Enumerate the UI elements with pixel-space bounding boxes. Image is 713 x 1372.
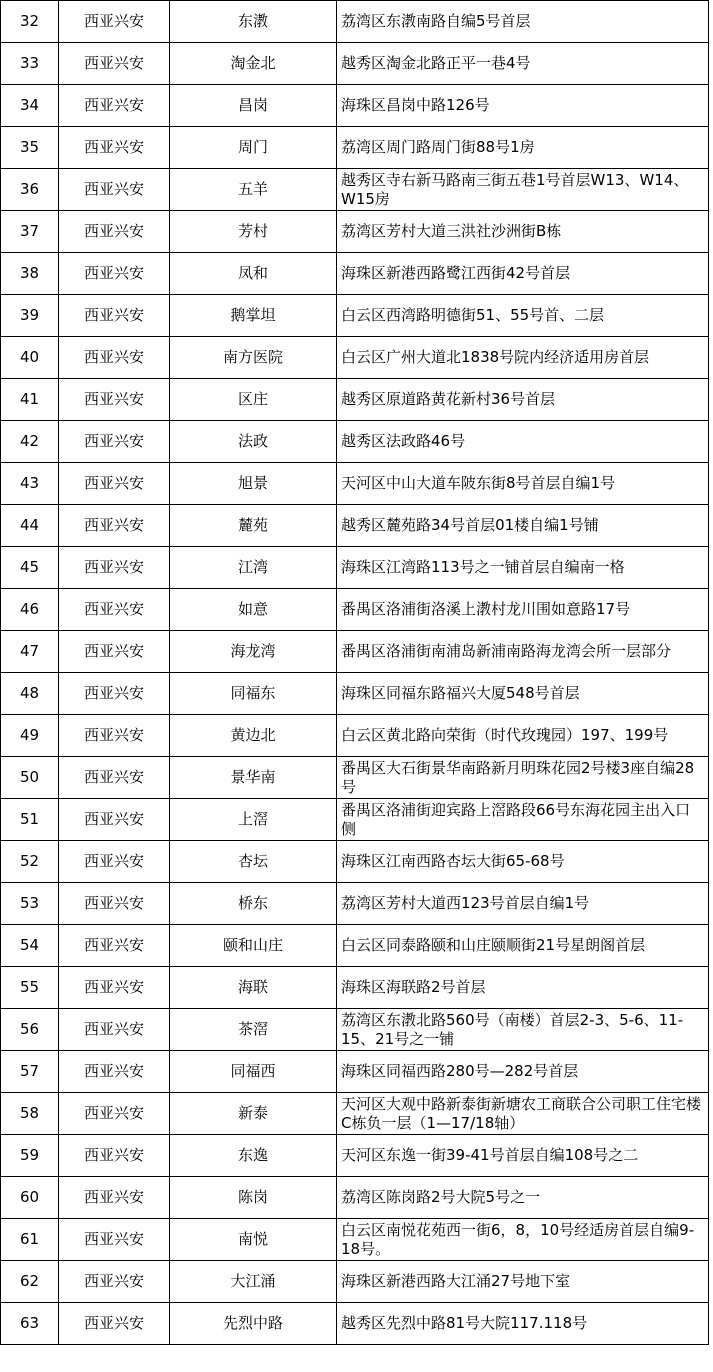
row-number-cell: 42	[1, 421, 59, 463]
store-name-cell: 淘金北	[170, 43, 337, 85]
table-row	[1, 967, 709, 1009]
table-row	[1, 883, 709, 925]
row-number-cell: 60	[1, 1177, 59, 1219]
table-row	[1, 589, 709, 631]
address-cell: 越秀区淘金北路正平一巷4号	[337, 43, 709, 85]
store-name-cell: 桥东	[170, 883, 337, 925]
store-name-cell: 新泰	[170, 1093, 337, 1135]
row-number-cell: 45	[1, 547, 59, 589]
row-number-cell: 58	[1, 1093, 59, 1135]
store-name-cell: 茶滘	[170, 1009, 337, 1051]
table-row	[1, 841, 709, 883]
store-name-cell: 凤和	[170, 253, 337, 295]
store-name-cell: 五羊	[170, 169, 337, 211]
address-cell: 越秀区法政路46号	[337, 421, 709, 463]
table-row	[1, 1177, 709, 1219]
address-cell: 白云区西湾路明德街51、55号首、二层	[337, 295, 709, 337]
row-number-cell: 47	[1, 631, 59, 673]
address-cell: 海珠区新港西路鹭江西街42号首层	[337, 253, 709, 295]
company-cell: 西亚兴安	[59, 1093, 170, 1135]
address-cell: 越秀区先烈中路81号大院117.118号	[337, 1303, 709, 1345]
store-name-cell: 鹅掌坦	[170, 295, 337, 337]
company-cell: 西亚兴安	[59, 43, 170, 85]
row-number-cell: 49	[1, 715, 59, 757]
store-name-cell: 黄边北	[170, 715, 337, 757]
store-name-cell: 同福西	[170, 1051, 337, 1093]
address-cell: 番禺区洛浦街迎宾路上滘路段66号东海花园主出入口侧	[337, 799, 709, 841]
store-name-cell: 昌岗	[170, 85, 337, 127]
table-row	[1, 463, 709, 505]
company-cell: 西亚兴安	[59, 253, 170, 295]
row-number-cell: 61	[1, 1219, 59, 1261]
address-cell: 海珠区江湾路113号之一铺首层自编南一格	[337, 547, 709, 589]
address-cell: 番禺区洛浦街洛溪上漖村龙川围如意路17号	[337, 589, 709, 631]
row-number-cell: 62	[1, 1261, 59, 1303]
row-number-cell: 36	[1, 169, 59, 211]
table-row	[1, 85, 709, 127]
store-name-cell: 海龙湾	[170, 631, 337, 673]
store-name-cell: 区庄	[170, 379, 337, 421]
address-cell: 海珠区同福西路280号—282号首层	[337, 1051, 709, 1093]
company-cell: 西亚兴安	[59, 1, 170, 43]
store-name-cell: 法政	[170, 421, 337, 463]
company-cell: 西亚兴安	[59, 883, 170, 925]
store-name-cell: 同福东	[170, 673, 337, 715]
store-name-cell: 周门	[170, 127, 337, 169]
company-cell: 西亚兴安	[59, 211, 170, 253]
row-number-cell: 57	[1, 1051, 59, 1093]
address-cell: 荔湾区陈岗路2号大院5号之一	[337, 1177, 709, 1219]
table-row	[1, 127, 709, 169]
table-row	[1, 295, 709, 337]
table-row	[1, 379, 709, 421]
company-cell: 西亚兴安	[59, 463, 170, 505]
address-cell: 海珠区昌岗中路126号	[337, 85, 709, 127]
table-row	[1, 1261, 709, 1303]
store-name-cell: 海联	[170, 967, 337, 1009]
address-cell: 白云区南悦花苑西一街6，8，10号经适房首层自编9-18号。	[337, 1219, 709, 1261]
row-number-cell: 63	[1, 1303, 59, 1345]
row-number-cell: 51	[1, 799, 59, 841]
table-row	[1, 1009, 709, 1051]
company-cell: 西亚兴安	[59, 1219, 170, 1261]
company-cell: 西亚兴安	[59, 967, 170, 1009]
row-number-cell: 33	[1, 43, 59, 85]
company-cell: 西亚兴安	[59, 379, 170, 421]
row-number-cell: 35	[1, 127, 59, 169]
address-cell: 海珠区江南西路杏坛大街65-68号	[337, 841, 709, 883]
company-cell: 西亚兴安	[59, 337, 170, 379]
row-number-cell: 43	[1, 463, 59, 505]
company-cell: 西亚兴安	[59, 799, 170, 841]
address-cell: 白云区广州大道北1838号院内经济适用房首层	[337, 337, 709, 379]
address-cell: 天河区大观中路新泰街新塘农工商联合公司职工住宅楼C栋负一层（1—17/18轴）	[337, 1093, 709, 1135]
row-number-cell: 34	[1, 85, 59, 127]
address-cell: 白云区黄北路向荣街（时代玫瑰园）197、199号	[337, 715, 709, 757]
row-number-cell: 38	[1, 253, 59, 295]
row-number-cell: 59	[1, 1135, 59, 1177]
company-cell: 西亚兴安	[59, 673, 170, 715]
row-number-cell: 56	[1, 1009, 59, 1051]
row-number-cell: 41	[1, 379, 59, 421]
table-row	[1, 631, 709, 673]
address-cell: 天河区东逸一街39-41号首层自编108号之二	[337, 1135, 709, 1177]
store-name-cell: 陈岗	[170, 1177, 337, 1219]
store-name-cell: 南悦	[170, 1219, 337, 1261]
table-row	[1, 169, 709, 211]
company-cell: 西亚兴安	[59, 715, 170, 757]
table-row	[1, 715, 709, 757]
address-cell: 荔湾区周门路周门街88号1房	[337, 127, 709, 169]
store-name-cell: 如意	[170, 589, 337, 631]
company-cell: 西亚兴安	[59, 589, 170, 631]
store-name-cell: 南方医院	[170, 337, 337, 379]
company-cell: 西亚兴安	[59, 127, 170, 169]
address-cell: 荔湾区东漖北路560号（南楼）首层2-3、5-6、11-15、21号之一铺	[337, 1009, 709, 1051]
company-cell: 西亚兴安	[59, 421, 170, 463]
address-cell: 天河区中山大道车陂东街8号首层自编1号	[337, 463, 709, 505]
company-cell: 西亚兴安	[59, 295, 170, 337]
address-cell: 海珠区同福东路福兴大厦548号首层	[337, 673, 709, 715]
table-row	[1, 1135, 709, 1177]
store-name-cell: 东漖	[170, 1, 337, 43]
address-cell: 海珠区海联路2号首层	[337, 967, 709, 1009]
table-row	[1, 1219, 709, 1261]
address-cell: 番禺区洛浦街南浦岛新浦南路海龙湾会所一层部分	[337, 631, 709, 673]
address-cell: 越秀区寺右新马路南三街五巷1号首层W13、W14、W15房	[337, 169, 709, 211]
company-cell: 西亚兴安	[59, 1135, 170, 1177]
store-name-cell: 旭景	[170, 463, 337, 505]
company-cell: 西亚兴安	[59, 1009, 170, 1051]
table-row	[1, 1, 709, 43]
company-cell: 西亚兴安	[59, 631, 170, 673]
row-number-cell: 40	[1, 337, 59, 379]
row-number-cell: 48	[1, 673, 59, 715]
address-cell: 番禺区大石街景华南路新月明珠花园2号楼3座自编28号	[337, 757, 709, 799]
table-row	[1, 925, 709, 967]
table-row	[1, 43, 709, 85]
row-number-cell: 37	[1, 211, 59, 253]
store-name-cell: 颐和山庄	[170, 925, 337, 967]
store-name-cell: 上滘	[170, 799, 337, 841]
store-name-cell: 东逸	[170, 1135, 337, 1177]
company-cell: 西亚兴安	[59, 547, 170, 589]
company-cell: 西亚兴安	[59, 841, 170, 883]
table-row	[1, 757, 709, 799]
store-table-body	[1, 0, 709, 1345]
store-name-cell: 麓苑	[170, 505, 337, 547]
company-cell: 西亚兴安	[59, 169, 170, 211]
row-number-cell: 54	[1, 925, 59, 967]
address-cell: 越秀区原道路黄花新村36号首层	[337, 379, 709, 421]
table-row	[1, 1093, 709, 1135]
row-number-cell: 53	[1, 883, 59, 925]
table-row	[1, 337, 709, 379]
table-row	[1, 547, 709, 589]
company-cell: 西亚兴安	[59, 1177, 170, 1219]
address-cell: 荔湾区芳村大道三洪社沙洲街B栋	[337, 211, 709, 253]
table-row	[1, 253, 709, 295]
row-number-cell: 55	[1, 967, 59, 1009]
table-row	[1, 421, 709, 463]
company-cell: 西亚兴安	[59, 925, 170, 967]
table-row	[1, 1303, 709, 1345]
address-cell: 白云区同泰路颐和山庄颐顺街21号星朗阁首层	[337, 925, 709, 967]
row-number-cell: 46	[1, 589, 59, 631]
company-cell: 西亚兴安	[59, 85, 170, 127]
store-name-cell: 江湾	[170, 547, 337, 589]
row-number-cell: 39	[1, 295, 59, 337]
row-number-cell: 52	[1, 841, 59, 883]
table-row	[1, 1051, 709, 1093]
address-cell: 海珠区新港西路大江涌27号地下室	[337, 1261, 709, 1303]
store-name-cell: 杏坛	[170, 841, 337, 883]
address-cell: 越秀区麓苑路34号首层01楼自编1号铺	[337, 505, 709, 547]
table-row	[1, 799, 709, 841]
company-cell: 西亚兴安	[59, 505, 170, 547]
row-number-cell: 32	[1, 1, 59, 43]
company-cell: 西亚兴安	[59, 1303, 170, 1345]
table-row	[1, 211, 709, 253]
row-number-cell: 44	[1, 505, 59, 547]
store-name-cell: 芳村	[170, 211, 337, 253]
store-name-cell: 景华南	[170, 757, 337, 799]
company-cell: 西亚兴安	[59, 1051, 170, 1093]
table-row	[1, 673, 709, 715]
store-name-cell: 先烈中路	[170, 1303, 337, 1345]
table-row	[1, 505, 709, 547]
address-cell: 荔湾区东漖南路自编5号首层	[337, 1, 709, 43]
row-number-cell: 50	[1, 757, 59, 799]
company-cell: 西亚兴安	[59, 1261, 170, 1303]
company-cell: 西亚兴安	[59, 757, 170, 799]
store-name-cell: 大江涌	[170, 1261, 337, 1303]
address-cell: 荔湾区芳村大道西123号首层自编1号	[337, 883, 709, 925]
